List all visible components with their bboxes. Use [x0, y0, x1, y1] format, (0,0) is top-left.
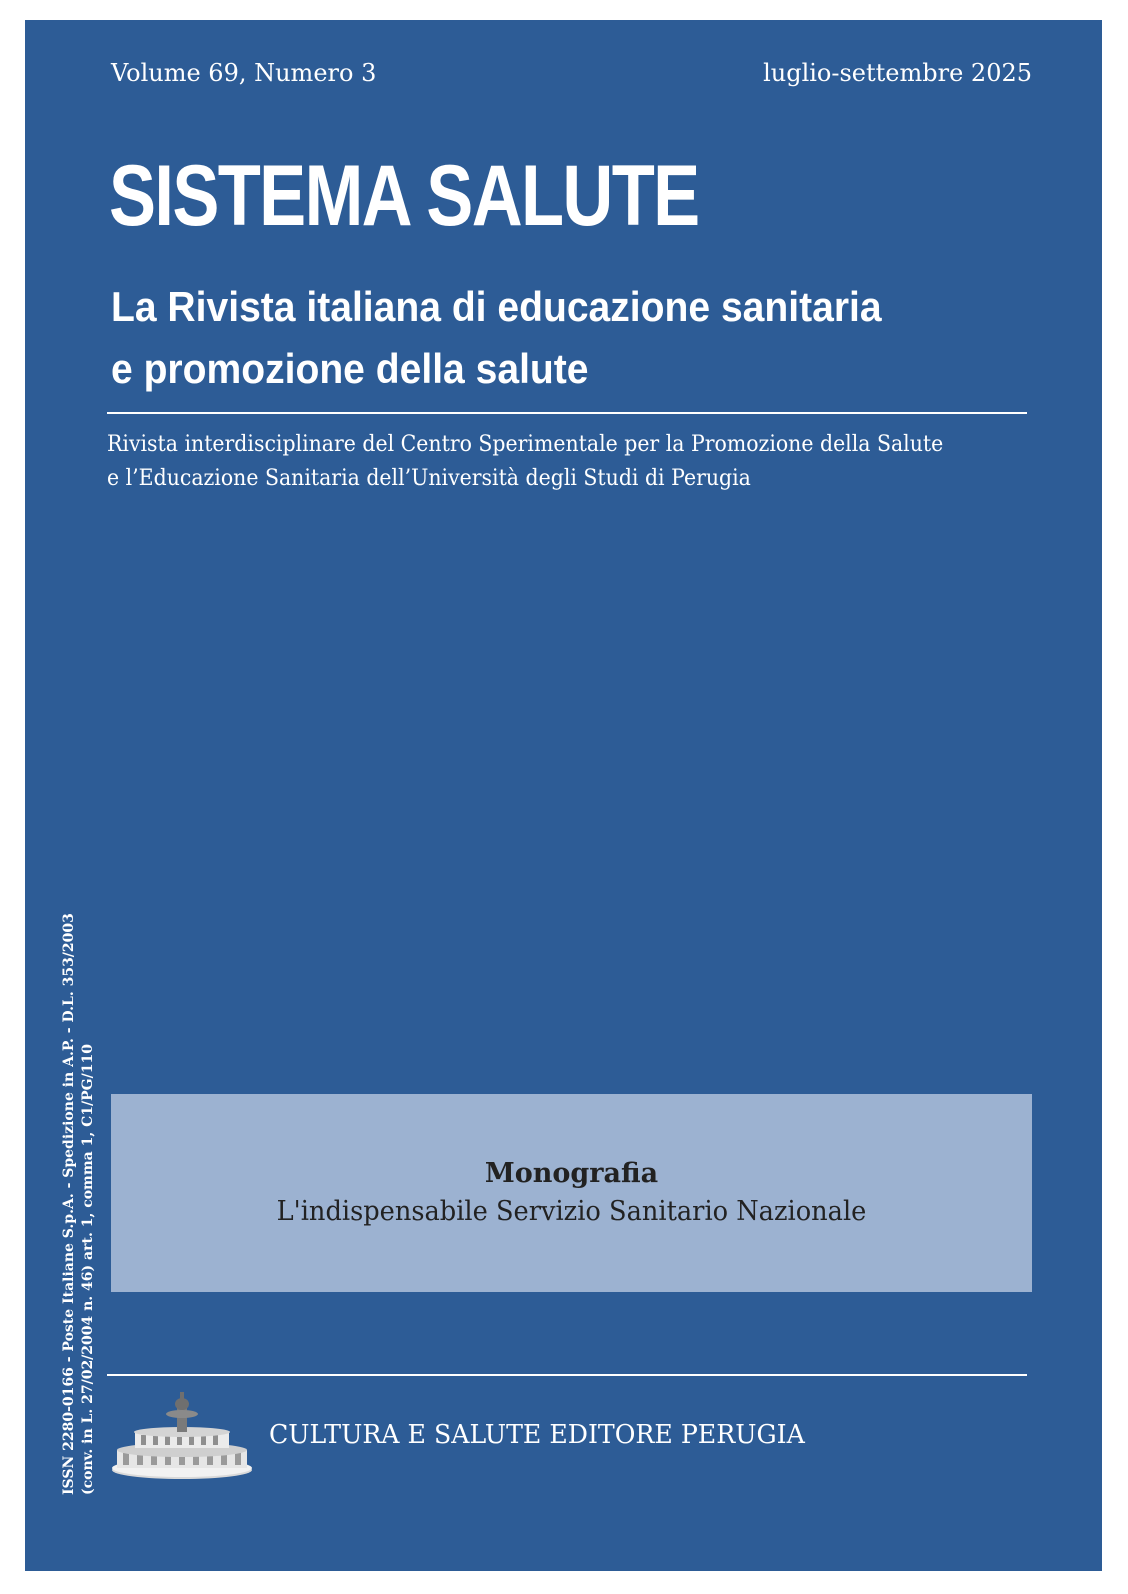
volume-number: Volume 69, Numero 3	[111, 59, 377, 87]
issue-period: luglio-settembre 2025	[763, 59, 1032, 87]
spine-line-1: ISSN 2280-0166 - Poste Italiane S.p.A. - Spedizione in A.P. - D.L. 353/2003	[61, 913, 77, 1495]
journal-title: SISTEMA SALUTE	[109, 148, 699, 244]
publisher-name: CULTURA E SALUTE EDITORE PERUGIA	[269, 1420, 805, 1450]
subtitle-line-2: e promozione della salute	[111, 345, 589, 392]
monograph-box	[111, 1094, 1032, 1292]
description-line-2: e l’Educazione Sanitaria dell’Università degli Studi di Perugia	[107, 466, 751, 491]
journal-cover	[25, 20, 1102, 1571]
postal-info-spine	[60, 915, 98, 1495]
fountain-icon	[109, 1390, 255, 1482]
spine-line-2: (conv. in L. 27/02/2004 n. 46) art. 1, comma 1, C1/PG/110	[80, 1044, 96, 1495]
top-divider	[107, 412, 1027, 414]
monograph-label: Monografia	[484, 1158, 659, 1189]
journal-description	[107, 428, 972, 496]
journal-subtitle	[111, 276, 882, 400]
description-line-1: Rivista interdisciplinare del Centro Sperimentale per la Promozione della Salute	[107, 432, 944, 457]
subtitle-line-1: La Rivista italiana di educazione sanitaria	[111, 283, 882, 330]
bottom-divider	[107, 1374, 1027, 1376]
monograph-title: L'indispensabile Servizio Sanitario Nazionale	[276, 1196, 867, 1227]
